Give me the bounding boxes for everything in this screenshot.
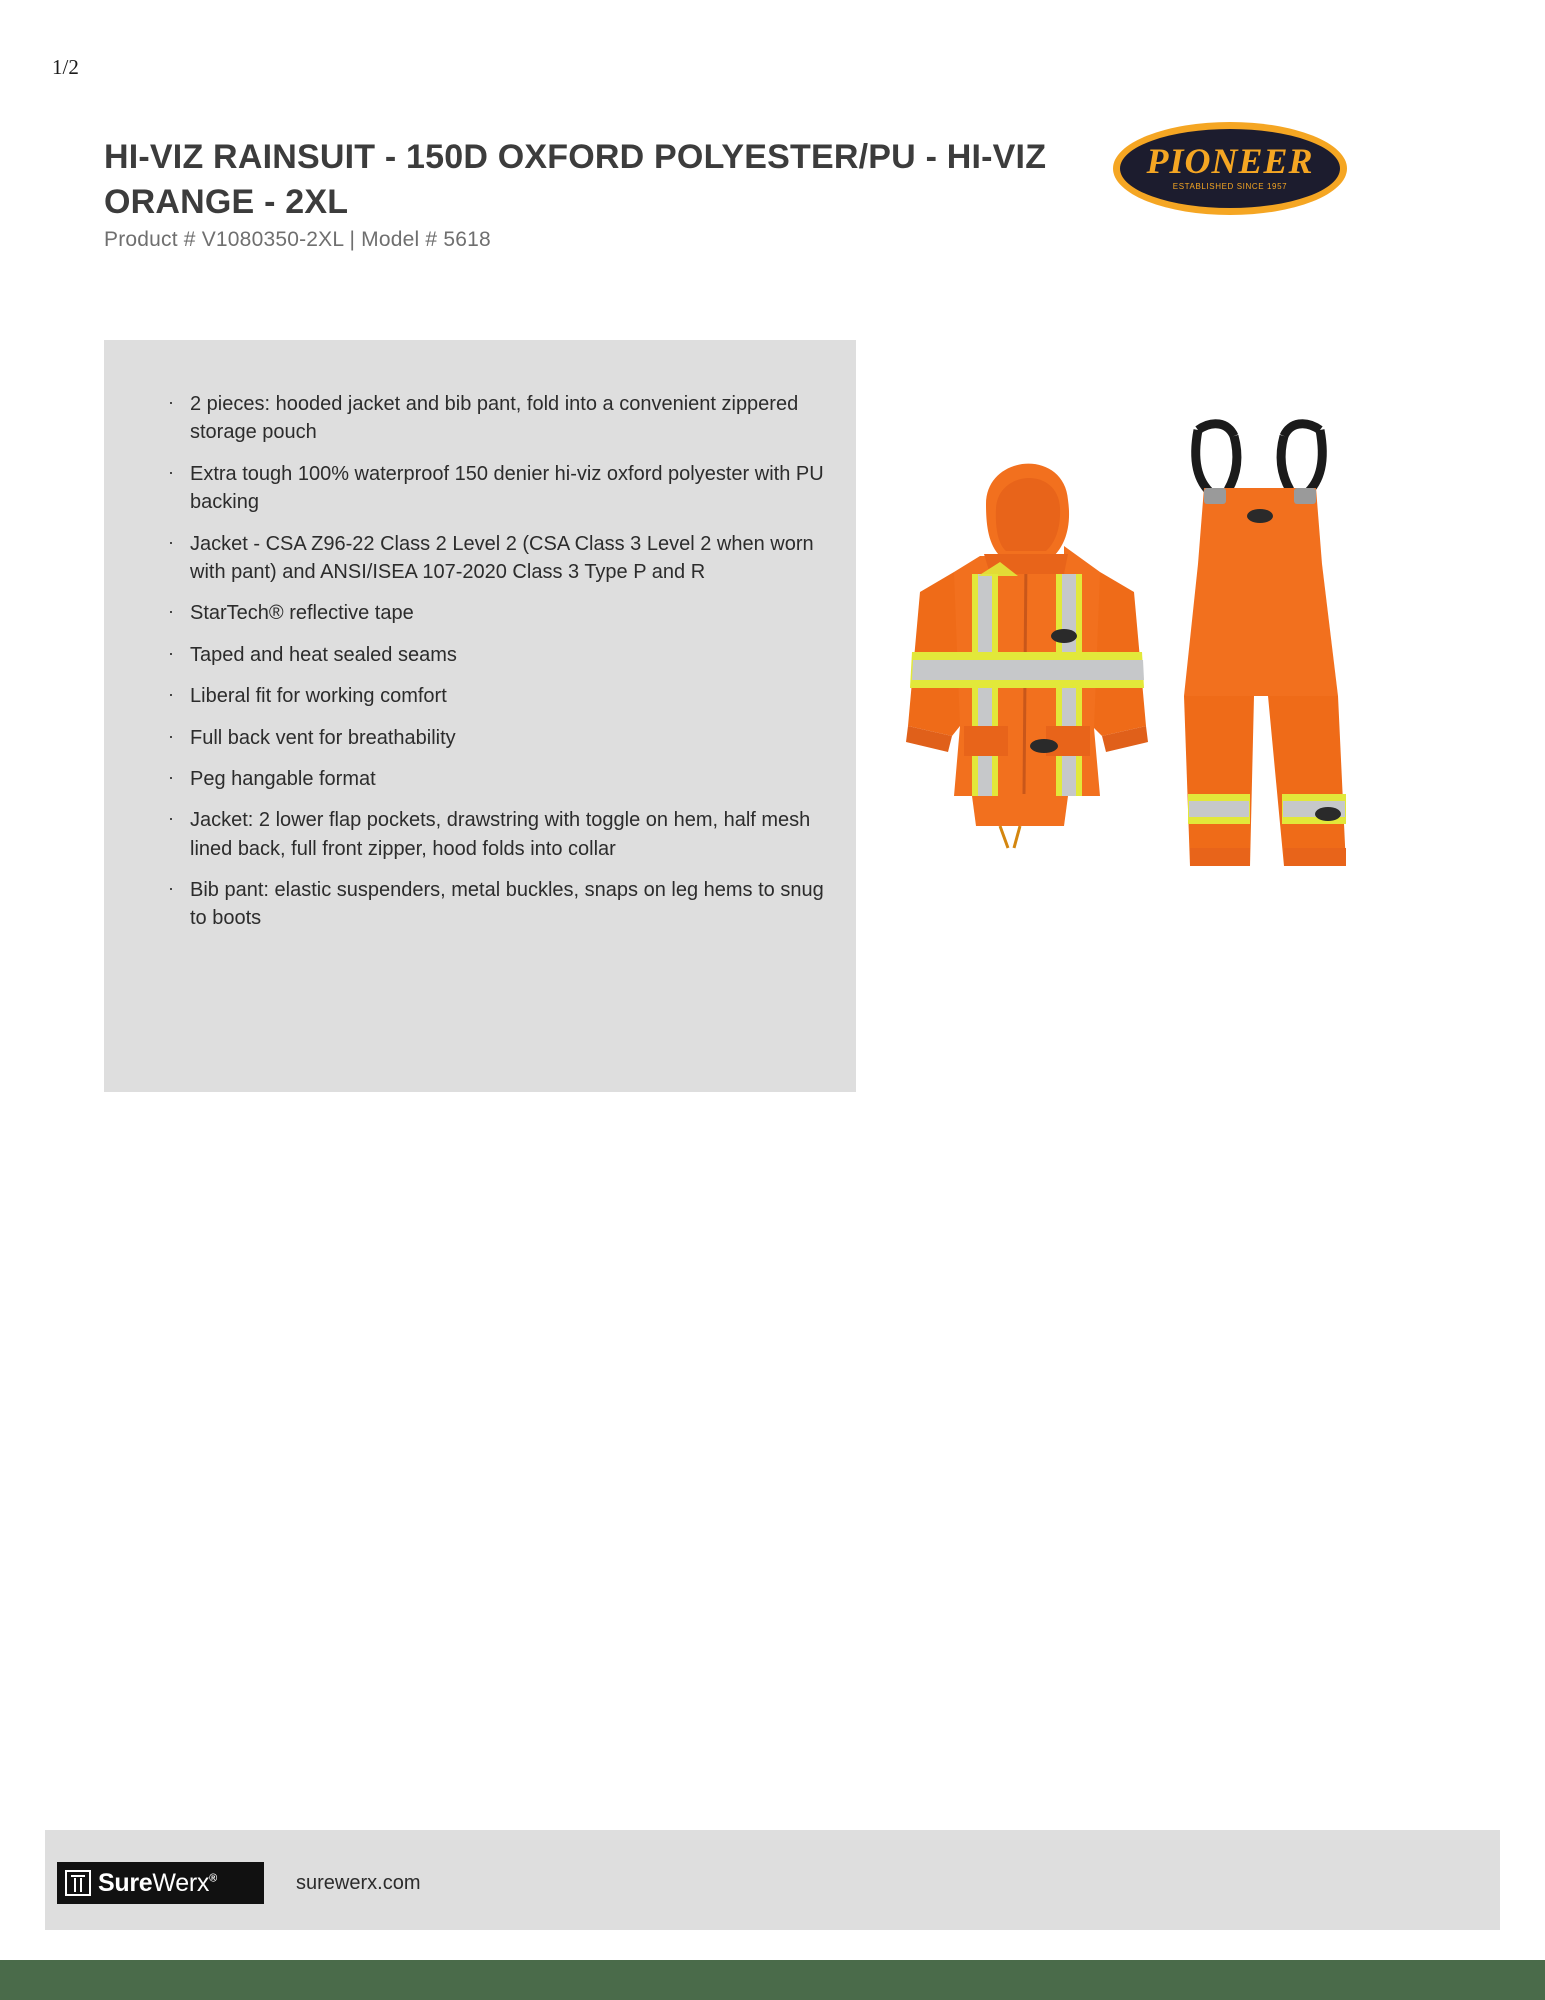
bullet-icon: · — [168, 808, 174, 829]
surewerx-wordmark-light: Werx — [152, 1868, 210, 1897]
list-item — [168, 765, 828, 793]
surewerx-mark-icon — [65, 1870, 91, 1896]
document-header — [104, 135, 1054, 252]
footer-website-url[interactable]: surewerx.com — [296, 1872, 421, 1894]
list-item — [168, 724, 828, 752]
list-item — [168, 390, 828, 447]
surewerx-wordmark-bold: Sure — [98, 1868, 153, 1897]
surewerx-wordmark — [98, 1869, 217, 1898]
list-item-text: Jacket - CSA Z96-22 Class 2 Level 2 (CSA Class 3 Level 2 when worn with pant) and ANSI/ISEA 107-2020 Class 3 Type P and R — [190, 532, 814, 583]
list-item — [168, 682, 828, 710]
list-item-text: Taped and heat sealed seams — [190, 643, 457, 666]
features-list — [168, 390, 828, 946]
list-item-text: Extra tough 100% waterproof 150 denier hi-viz oxford polyester with PU backing — [190, 462, 824, 514]
product-image — [868, 396, 1458, 962]
bullet-icon: · — [168, 392, 174, 412]
bullet-icon: · — [168, 878, 174, 899]
list-item-text: 2 pieces: hooded jacket and bib pant, fold into a convenient zippered storage pouch — [190, 393, 799, 444]
pioneer-logo-tagline: ESTABLISHED SINCE 1957 — [1172, 182, 1288, 191]
page-title: HI-VIZ RAINSUIT - 150D OXFORD POLYESTER/PU - HI-VIZ ORANGE - 2XL — [104, 138, 1047, 222]
bullet-icon: · — [168, 642, 174, 663]
bullet-icon: · — [168, 684, 174, 705]
list-item — [168, 460, 828, 517]
list-item — [168, 641, 828, 669]
list-item-text: Jacket: 2 lower flap pockets, drawstring with toggle on hem, half mesh lined back, full front zipper, hood folds into collar — [190, 809, 811, 860]
bullet-icon: · — [168, 461, 174, 482]
product-model-line: Product # V1080350-2XL | Model # 5618 — [104, 228, 491, 252]
bullet-icon: · — [168, 725, 174, 746]
list-item-text: Full back vent for breathability — [190, 726, 456, 749]
list-item-text: Liberal fit for working comfort — [190, 685, 447, 708]
list-item — [168, 806, 828, 863]
product-illustration — [868, 396, 1458, 962]
bullet-icon: · — [168, 531, 174, 552]
pioneer-logo-wordmark: PIONEER — [1146, 141, 1314, 181]
registered-trademark-icon: ® — [209, 1872, 217, 1885]
list-item — [168, 530, 828, 587]
bullet-icon: · — [168, 766, 174, 787]
pioneer-logo — [1113, 122, 1347, 215]
list-item-text: Peg hangable format — [190, 767, 376, 790]
list-item — [168, 876, 828, 933]
list-item-text: Bib pant: elastic suspenders, metal buckles, snaps on leg hems to snug to boots — [190, 879, 824, 930]
list-item-text: StarTech® reflective tape — [190, 602, 414, 625]
list-item — [168, 599, 828, 627]
bullet-icon: · — [168, 601, 174, 622]
page-indicator: 1/2 — [52, 55, 79, 79]
surewerx-logo — [57, 1862, 264, 1904]
